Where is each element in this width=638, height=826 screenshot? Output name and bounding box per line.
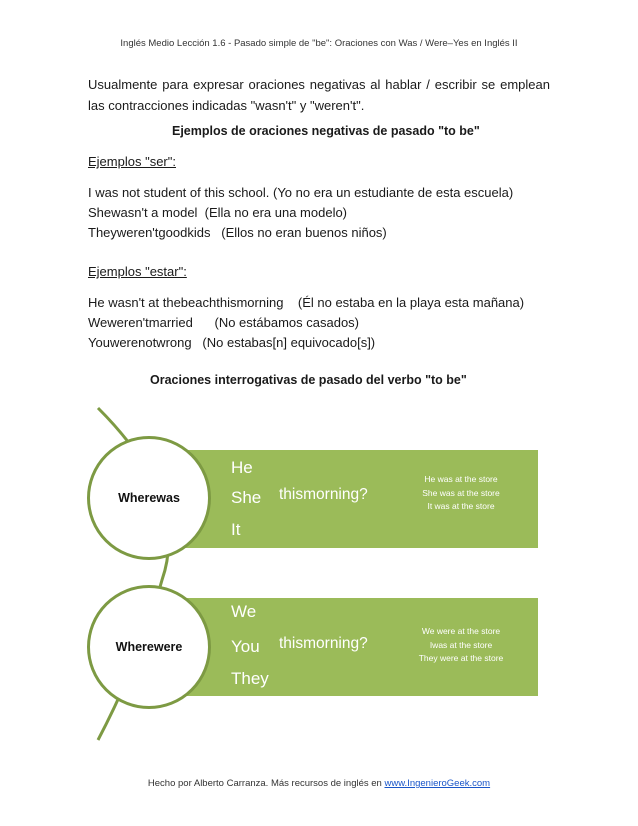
row-2-answers (401, 625, 521, 666)
row-1-question: Wherewas (118, 491, 180, 505)
page-footer (0, 778, 638, 789)
ser-line-1: I was not student of this school. (Yo no era un estudiante de esta escuela) (88, 185, 514, 200)
row-1-answers (401, 473, 521, 514)
row-1-pronoun-1: He (231, 458, 253, 477)
interrogative-title: Oraciones interrogativas de pasado del verbo "to be" (150, 373, 467, 387)
row-2-pronoun-1: We (231, 602, 257, 621)
row-1-pronoun-3: It (231, 520, 241, 539)
row-2-pronoun-2: You (231, 637, 260, 656)
page-header: Inglés Medio Lección 1.6 - Pasado simple de "be": Oraciones con Was / Were–Yes en Inglés II (120, 38, 518, 49)
row-2-answer-1: We were at the store (421, 626, 501, 636)
footer-link[interactable]: www.IngenieroGeek.com (384, 778, 491, 789)
row-1-question-circle (87, 436, 211, 560)
estar-line-3: Youwerenotwrong (No estabas[n] equivocado[s]) (88, 335, 376, 350)
row-2-question: Wherewere (115, 640, 183, 654)
row-1-answer-1: He was at the store (424, 474, 498, 484)
row-1-pronoun-2: She (231, 488, 262, 507)
row-1-answer-3: It was at the store (427, 501, 495, 511)
row-2-answer-2: Iwas at the store (429, 639, 493, 650)
footer-text: Hecho por Alberto Carranza. Más recursos de inglés en (147, 778, 385, 789)
row-1-answer-2: She was at the store (422, 487, 500, 498)
estar-line-2: Weweren'tmarried (No estábamos casados) (88, 315, 360, 330)
estar-line-1: He wasn't at thebeachthismorning (Él no estaba en la playa esta mañana) (88, 295, 525, 310)
ser-line-2: Shewasn't a model (Ella no era una modelo) (88, 205, 348, 220)
negatives-title: Ejemplos de oraciones negativas de pasado "to be" (172, 124, 480, 138)
row-2-time: thismorning? (279, 635, 368, 652)
row-2-pronoun-3: They (231, 669, 269, 688)
row-2-answer-3: They were at the store (418, 653, 504, 663)
row-2-question-circle (87, 585, 211, 709)
estar-heading: Ejemplos "estar": (88, 264, 187, 279)
ser-heading: Ejemplos "ser": (88, 154, 176, 169)
intro-paragraph: Usualmente para expresar oraciones negativas al hablar / escribir se emplean las contracciones indicadas "wasn't" y "weren't". (88, 77, 550, 113)
row-1-time: thismorning? (279, 486, 368, 503)
ser-line-3: Theyweren'tgoodkids (Ellos no eran buenos niños) (88, 225, 387, 240)
